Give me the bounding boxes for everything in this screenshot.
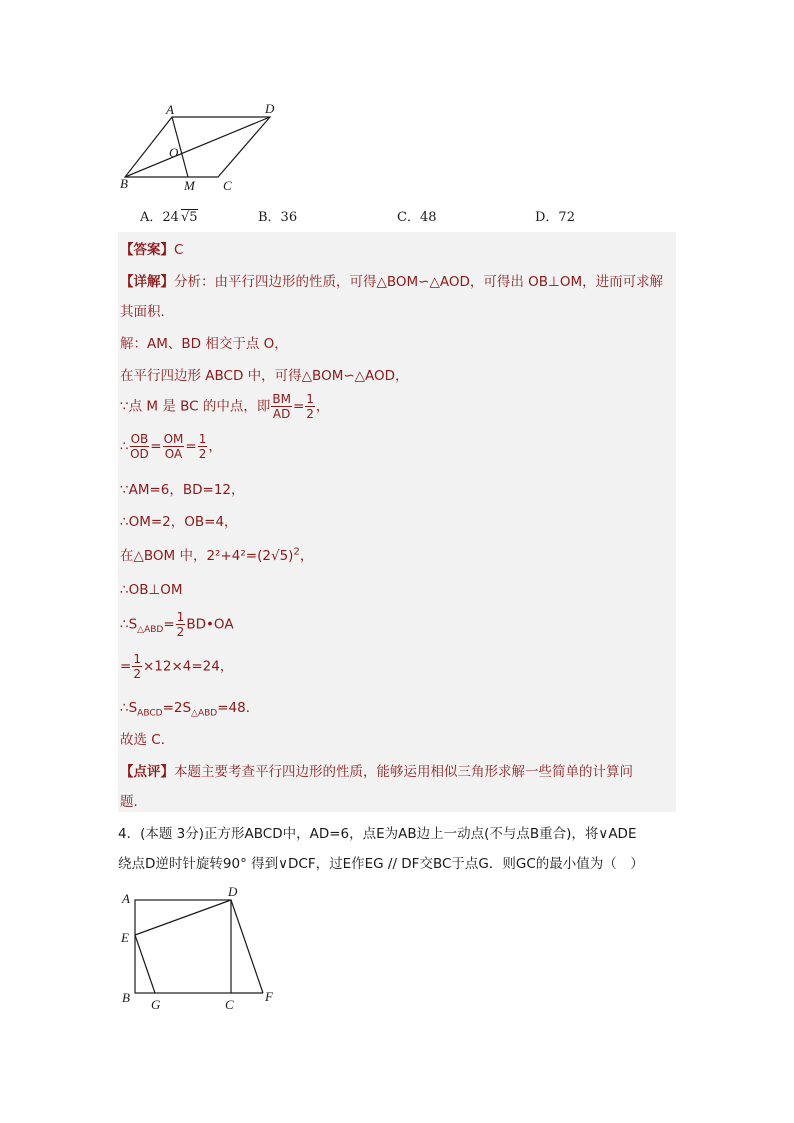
- label-A2: A: [122, 891, 130, 906]
- detail-line-7: ∵AM=6，BD=12，: [120, 482, 245, 498]
- fraction-bm-ad: $\frac{BM}{AD}$: [272, 392, 291, 421]
- label-C: C: [223, 178, 232, 193]
- label-G2: G: [151, 997, 161, 1012]
- label-D2: D: [228, 884, 238, 899]
- option-b: B．36: [258, 210, 298, 225]
- detail-line-4: 在平行四边形 ABCD 中，可得△BOM∽△AOD，: [120, 368, 409, 384]
- option-a: A．24 √5: [140, 210, 198, 225]
- answer-line: 【答案】C: [120, 242, 184, 258]
- square-figure: [115, 885, 285, 1010]
- label-F2: F: [265, 989, 273, 1004]
- label-B2: B: [122, 990, 130, 1005]
- comment-line-1: 【点评】本题主要考查平行四边形的性质，能够运用相似三角形求解一些简单的计算问: [120, 764, 633, 780]
- detail-line-11: $\therefore S_{\triangle ABD}=$ $\frac{1}{2}$ BD•OA: [120, 610, 234, 639]
- detail-line-3: 解：AM、BD 相交于点 O，: [120, 336, 288, 352]
- label-D: D: [265, 101, 275, 116]
- detail-line-8: ∴OM=2，OB=4，: [120, 514, 238, 530]
- label-C2: C: [225, 997, 234, 1012]
- fraction-om-oa: $\frac{OM}{OA}$: [163, 432, 184, 461]
- question-4-line-2: 绕点D逆时针旋转90° 得到∨DCF，过E作EG // DF交BC于点G．则GC的最小值为（ ）: [118, 856, 644, 872]
- detail-line-10: ∴OB⊥OM: [120, 582, 183, 598]
- fraction-half: $\frac{1}{2}$: [198, 432, 207, 461]
- label-O: O: [169, 145, 179, 160]
- option-c: C．48: [397, 210, 437, 225]
- detail-line-9: 在△BOM 中，$2^2+4^2=(2√5)^2$，: [120, 546, 314, 564]
- fraction-ob-od: $\frac{OB}{OD}$: [130, 432, 149, 461]
- label-B: B: [120, 176, 128, 191]
- detail-line-6: ∴ $\frac{OB}{OD}$ = $\frac{OM}{OA}$ = $\frac{1}{2}$ ，: [120, 432, 222, 461]
- detail-line-1: 【详解】分析：由平行四边形的性质，可得△BOM∽△AOD，可得出 OB⊥OM，进而可求解: [120, 274, 664, 290]
- label-E2: E: [121, 930, 129, 945]
- fraction-one-half: $\frac{1}{2}$: [306, 392, 314, 421]
- detail-line-13: $\therefore S_{ABCD}=2S_{\triangle ABD}=48$．: [120, 700, 260, 719]
- label-M: M: [184, 178, 195, 193]
- detail-line-14: 故选 C．: [120, 732, 175, 748]
- fraction-half-area: $\frac{1}{2}$: [176, 610, 185, 639]
- label-A: A: [166, 102, 174, 117]
- comment-line-2: 题．: [120, 794, 147, 810]
- option-d: D．72: [535, 210, 575, 225]
- question-4-line-1: 4．(本题 3分)正方形ABCD中，AD=6，点E为AB边上一动点(不与点B重合)，将∨ADE: [118, 826, 637, 842]
- detail-line-2: 其面积．: [120, 304, 174, 320]
- detail-line-5: ∵点 M 是 BC 的中点，即 $\frac{BM}{AD}$ = $\frac{1}{2}$ ，: [120, 392, 330, 421]
- detail-line-12: = $\frac{1}{2}$ ×12×4=24，: [120, 652, 234, 681]
- fraction-half-calc: $\frac{1}{2}$: [133, 652, 141, 681]
